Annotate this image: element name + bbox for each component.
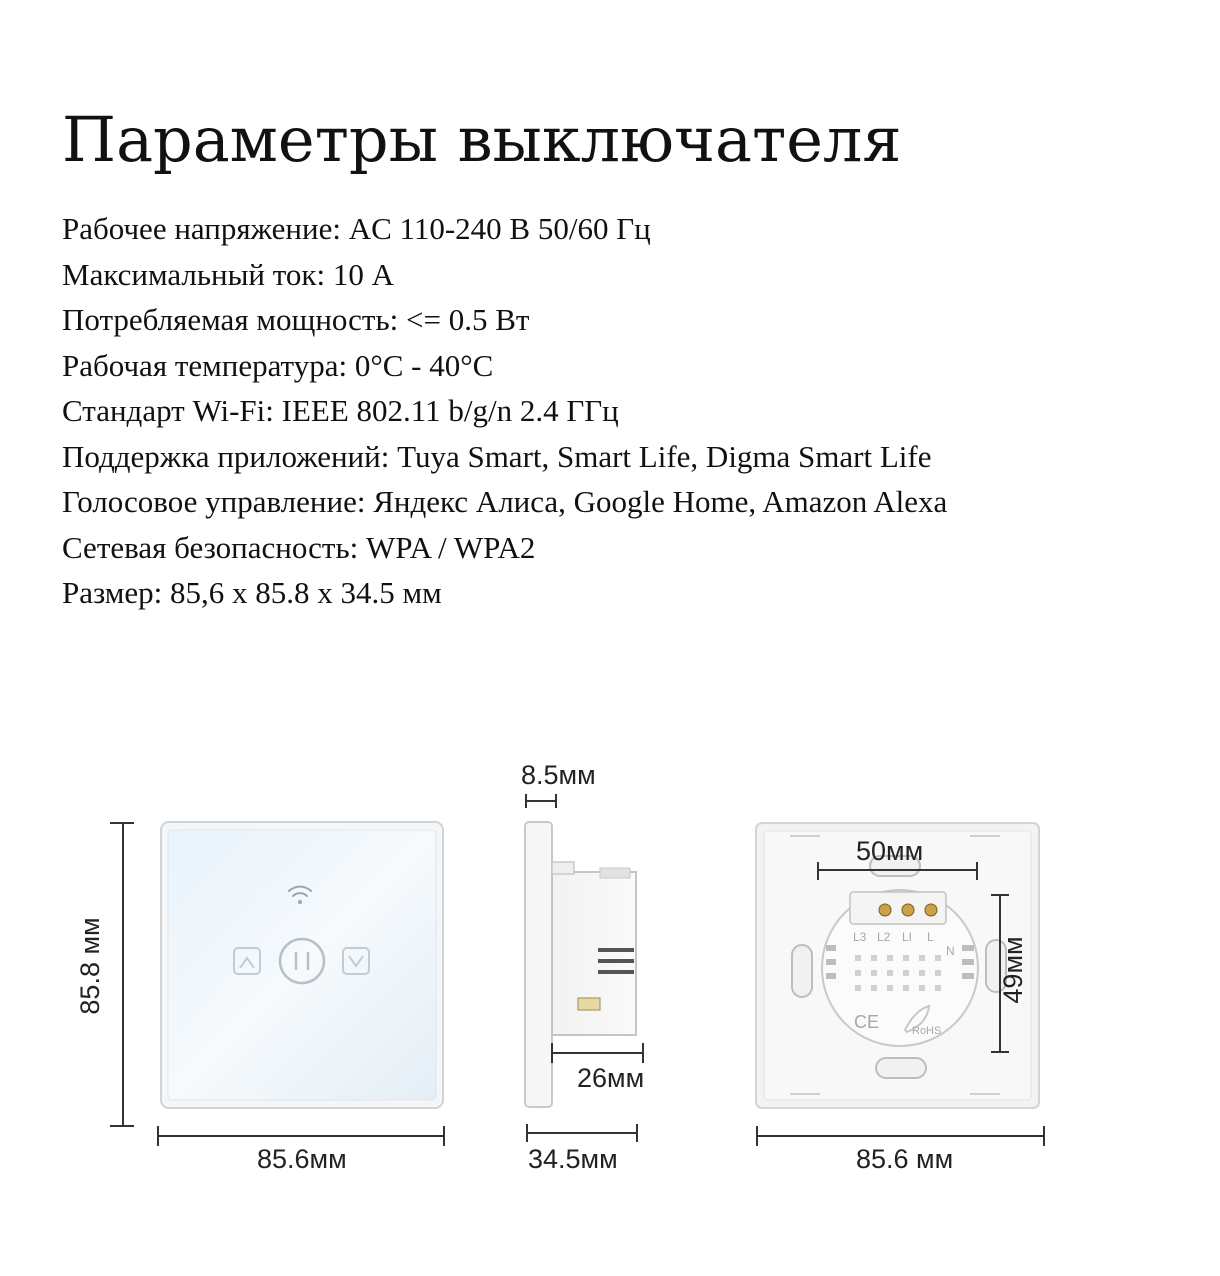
- front-width-label: 85.6мм: [257, 1144, 347, 1174]
- rohs-mark: RoHS: [912, 1025, 942, 1037]
- spec-size: Размер: 85,6 x 85.8 x 34.5 мм: [62, 575, 442, 610]
- side-total-dimension-line: [527, 1124, 637, 1142]
- terminal-label-l3: L3: [853, 930, 867, 944]
- page-title: Параметры выключателя: [62, 102, 902, 176]
- spec-power: Потребляемая мощность: <= 0.5 Вт: [62, 302, 530, 337]
- side-plate-label: 8.5мм: [521, 760, 596, 790]
- spec-max-current: Максимальный ток: 10 А: [62, 256, 394, 292]
- mount-slot-bottom: [876, 1058, 926, 1078]
- spec-security: Сетевая безопасность: WPA / WPA2: [62, 529, 536, 565]
- terminal-label-l2: L2: [877, 930, 891, 944]
- back-mount-label: 50мм: [856, 836, 924, 866]
- side-label: [578, 998, 600, 1010]
- front-height-label: 85.8 мм: [75, 917, 105, 1015]
- terminal-label-l: L: [927, 930, 934, 944]
- side-body-label: 26мм: [577, 1063, 645, 1093]
- side-plate-dimension-line: [526, 794, 556, 808]
- side-body-dimension-line: [552, 1043, 643, 1063]
- ce-mark: CE: [854, 1012, 880, 1032]
- front-height-dimension-line: [110, 823, 134, 1126]
- back-width-label: 85.6 мм: [856, 1144, 954, 1174]
- front-glass: [168, 830, 436, 1100]
- spec-voltage: Рабочее напряжение: AC 110-240 В 50/60 Гц: [62, 211, 651, 246]
- side-total-label: 34.5мм: [528, 1144, 618, 1174]
- back-box-label: 49мм: [998, 936, 1028, 1004]
- spec-voice: Голосовое управление: Яндекс Алиса, Google Home, Amazon Alexa: [62, 484, 948, 519]
- spec-apps: Поддержка приложений: Tuya Smart, Smart Life, Digma Smart Life: [62, 438, 932, 474]
- terminal-label-n: N: [946, 944, 955, 958]
- spec-temperature: Рабочая температура: 0°C - 40°C: [62, 347, 494, 383]
- mount-slot-left: [792, 945, 812, 997]
- front-view: [161, 822, 443, 1108]
- terminal-label-l1: LI: [902, 930, 913, 944]
- back-width-dimension-line: [757, 1126, 1044, 1146]
- spec-wifi: Стандарт Wi-Fi: IEEE 802.11 b/g/n 2.4 ГГц: [62, 393, 619, 428]
- front-width-dimension-line: [158, 1126, 444, 1146]
- side-body: [552, 872, 636, 1035]
- side-plate: [525, 822, 552, 1107]
- terminal-screws: [879, 904, 937, 916]
